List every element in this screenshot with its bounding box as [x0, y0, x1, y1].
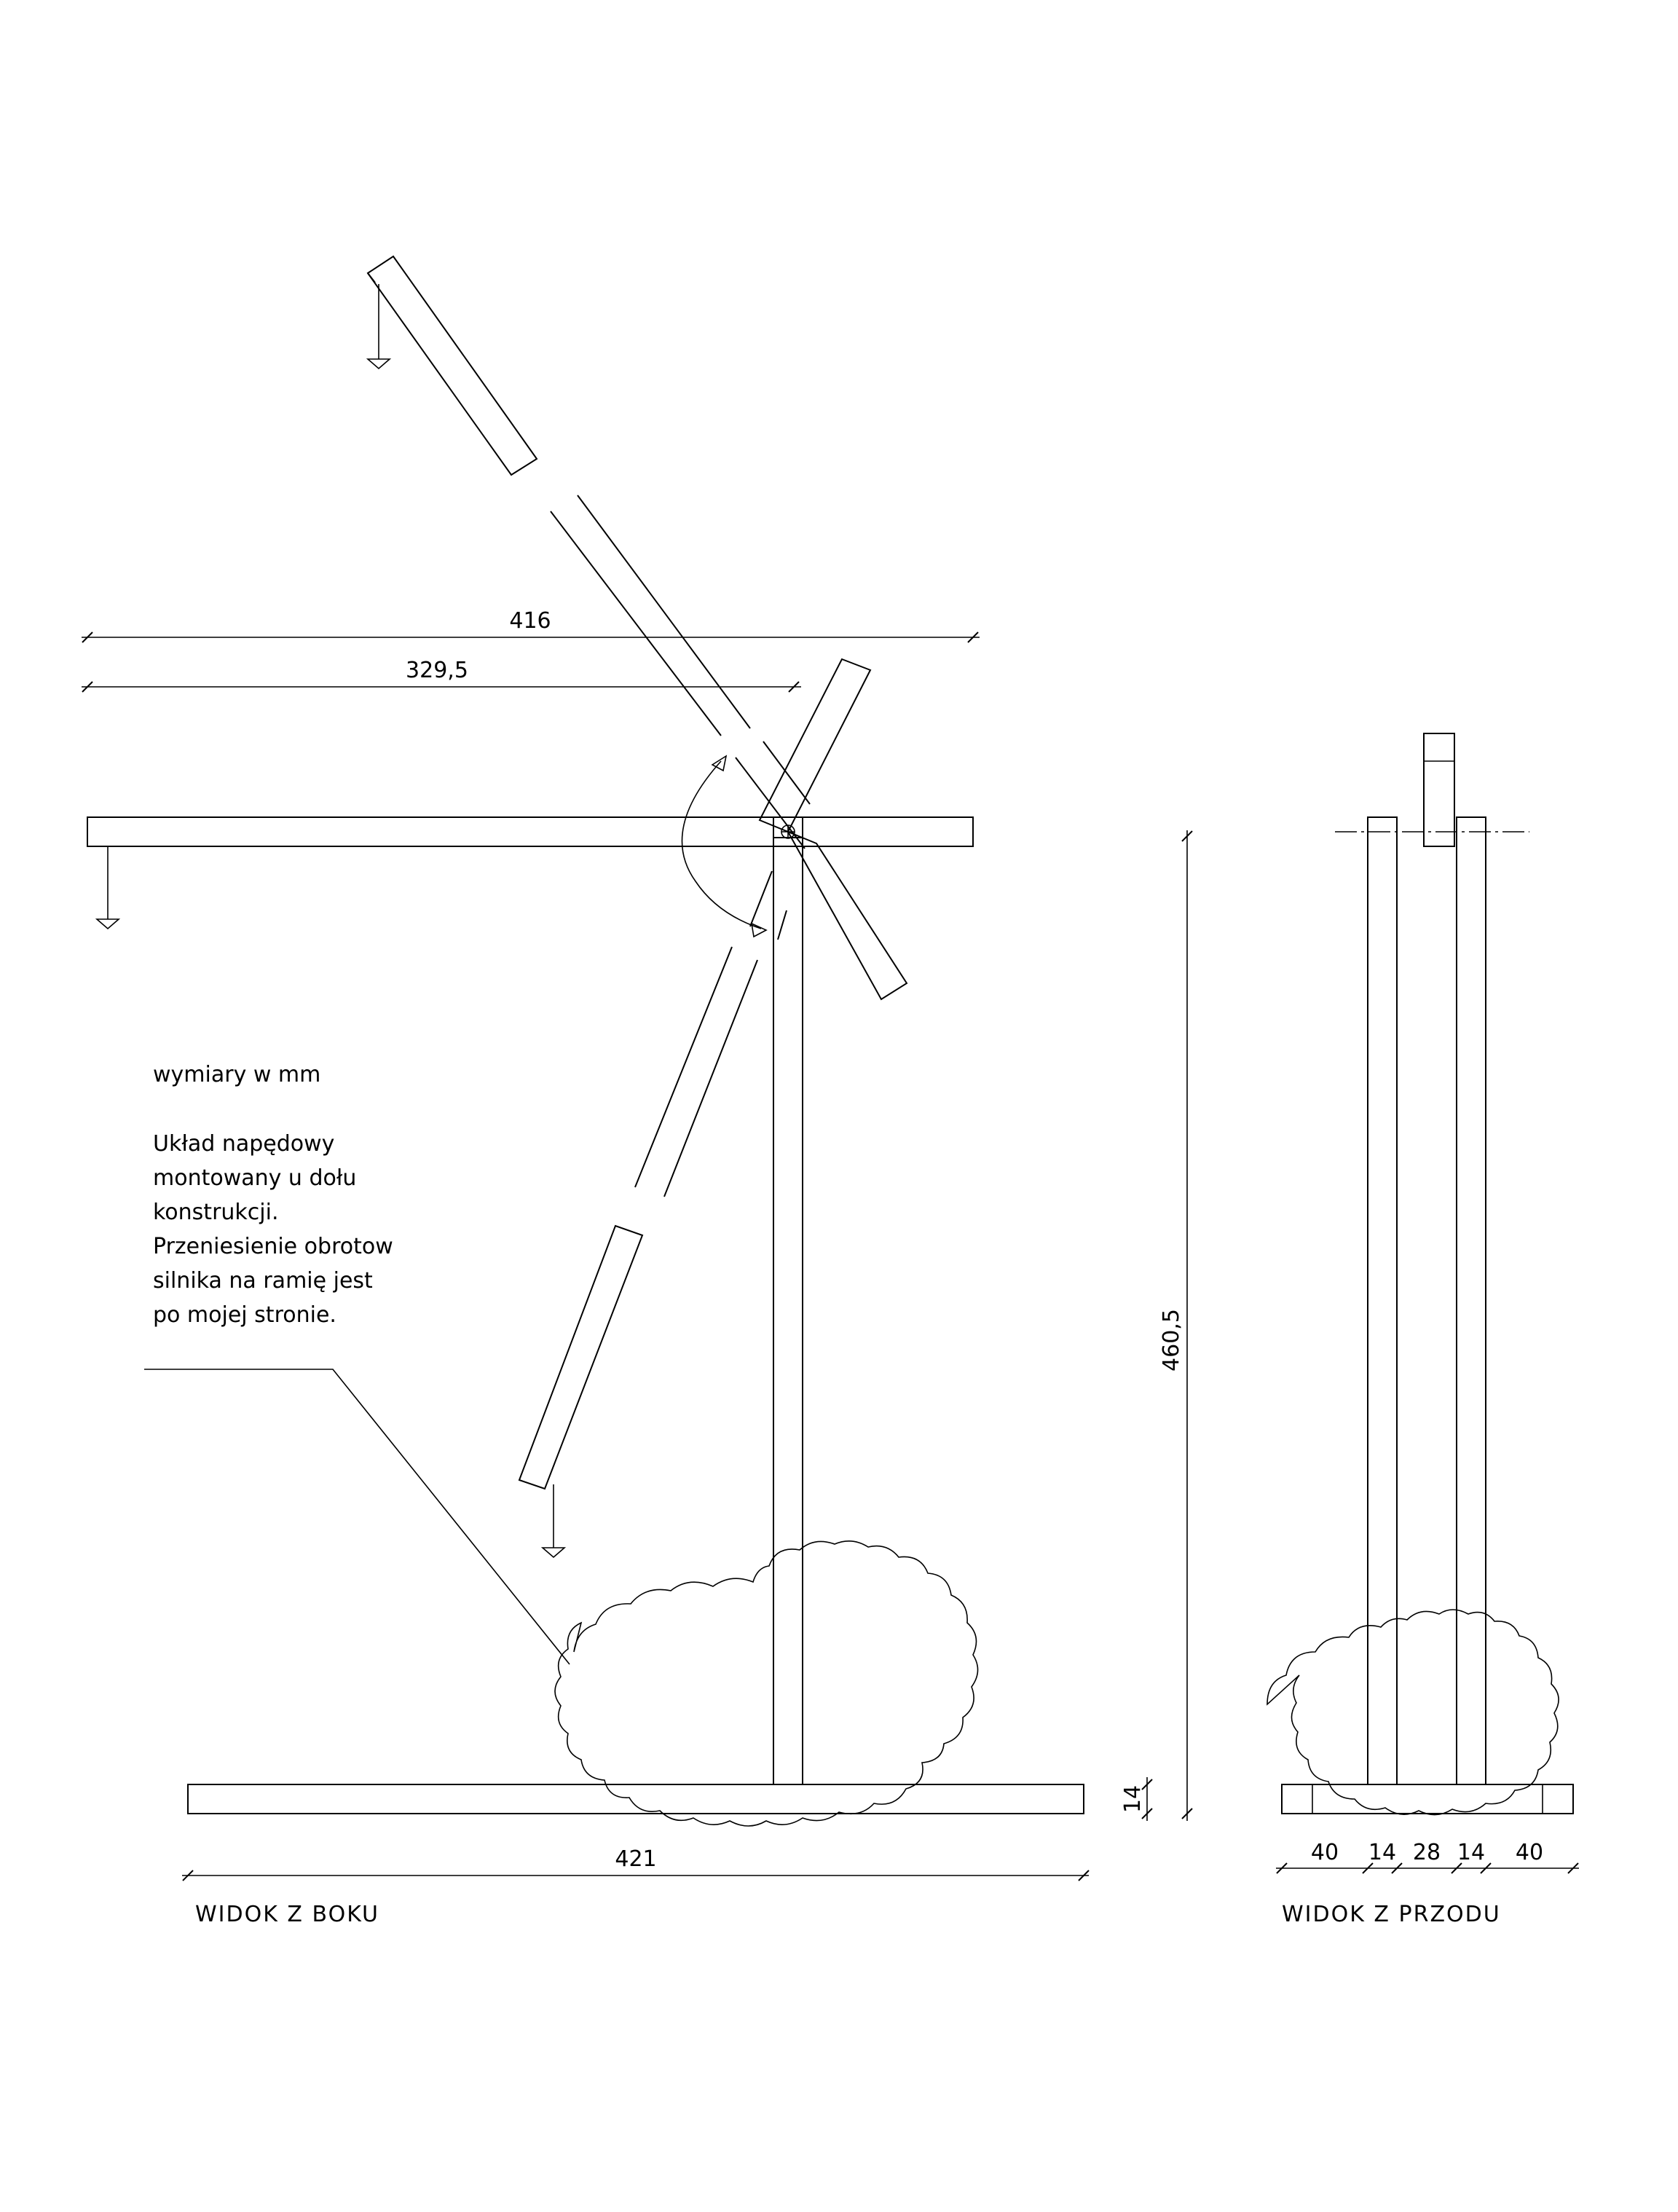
side-drive-cloud	[555, 1541, 978, 1826]
side-horizontal-arm	[87, 817, 973, 846]
side-view	[82, 256, 1192, 1927]
dim-arm-length	[82, 608, 980, 642]
front-base-plate	[1282, 1784, 1573, 1814]
side-base-plate	[188, 1784, 1084, 1814]
note-line-5: silnika na ramię jest	[153, 1268, 373, 1294]
dim-front-width-3: 28	[1412, 1840, 1441, 1865]
dim-arm-length-label: 416	[509, 608, 551, 634]
note-line-3: konstrukcji.	[153, 1200, 279, 1225]
front-view-title: WIDOK Z PRZODU	[1282, 1902, 1501, 1927]
note-line-2: montowany u dołu	[153, 1165, 357, 1191]
front-view	[1267, 733, 1579, 1927]
dim-base-length-label: 421	[615, 1846, 657, 1872]
dim-base-length	[182, 1846, 1089, 1881]
dim-front-width-5: 40	[1515, 1840, 1544, 1865]
note-units: wymiary w mm	[153, 1062, 321, 1087]
note-line-1: Układ napędowy	[153, 1131, 335, 1157]
dim-total-height	[1159, 830, 1192, 1821]
dim-front-width-1: 40	[1310, 1840, 1339, 1865]
dim-front-width-4: 14	[1457, 1840, 1486, 1865]
phantom-arm-lower	[519, 871, 787, 1557]
dim-pivot-distance	[82, 658, 801, 692]
dim-base-thickness	[1120, 1777, 1152, 1821]
dim-front-width-2: 14	[1368, 1840, 1397, 1865]
dim-base-thickness-label: 14	[1120, 1784, 1146, 1814]
phantom-arm-upper	[368, 256, 810, 849]
front-arm-end	[1424, 733, 1454, 846]
side-vertical-post	[773, 838, 803, 1784]
arm-end-pendant-icon	[97, 846, 119, 929]
notes-block	[153, 1062, 393, 1328]
dim-pivot-distance-label: 329,5	[406, 658, 468, 683]
rotated-arm-short	[760, 659, 907, 999]
front-post-right	[1457, 817, 1486, 1784]
dim-front-widths	[1276, 1840, 1579, 1873]
side-view-title: WIDOK Z BOKU	[195, 1902, 380, 1927]
front-post-left	[1368, 817, 1397, 1784]
note-line-6: po mojej stronie.	[153, 1302, 336, 1328]
note-leader-line	[144, 1369, 570, 1664]
dim-total-height-label: 460,5	[1159, 1309, 1184, 1371]
note-line-4: Przeniesienie obrotow	[153, 1234, 393, 1259]
